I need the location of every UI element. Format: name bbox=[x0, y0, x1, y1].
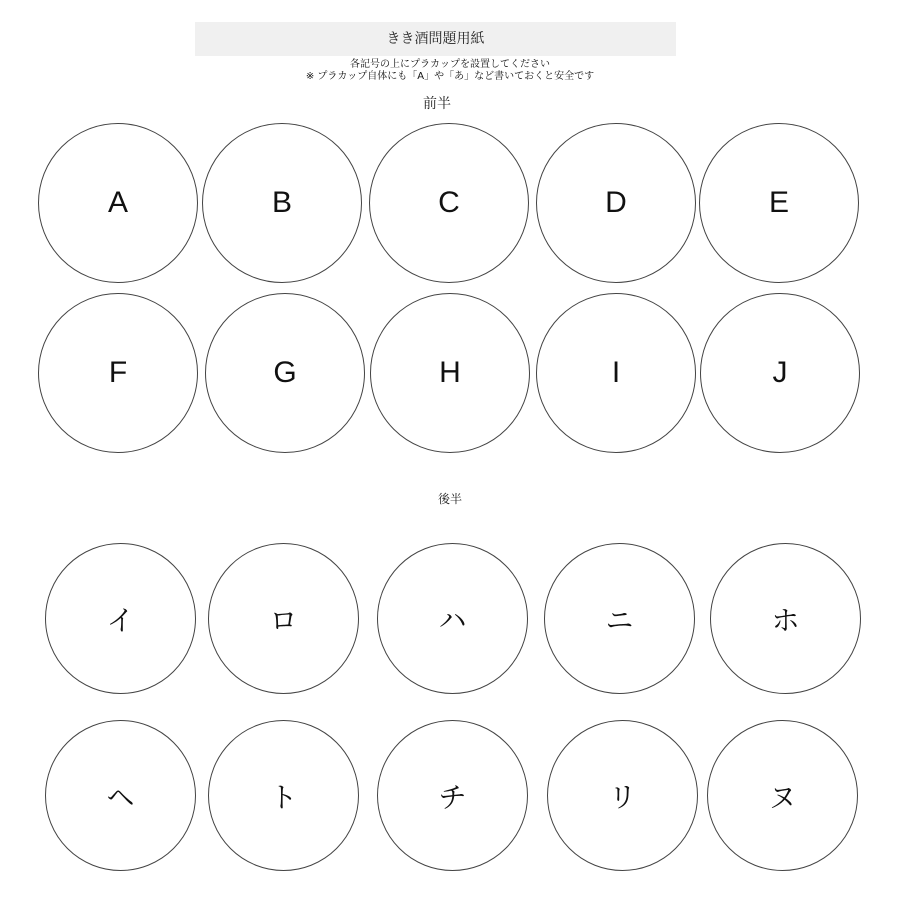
cup-circle-chi bbox=[377, 720, 528, 871]
cup-label-c: C bbox=[438, 186, 460, 219]
cup-circle-he bbox=[45, 720, 196, 871]
cup-label-he: ヘ bbox=[106, 780, 135, 814]
instruction-line-2: ※ プラカップ自体にも「A」や「あ」など書いておくと安全です bbox=[305, 71, 595, 82]
cup-circle-d bbox=[536, 123, 696, 283]
cup-circle-e bbox=[699, 123, 859, 283]
cup-label-ha: ハ bbox=[438, 603, 467, 637]
instructions bbox=[0, 59, 900, 83]
cup-label-i-kana: イ bbox=[106, 603, 135, 637]
cup-label-i: I bbox=[611, 356, 621, 389]
cup-label-ri: リ bbox=[608, 780, 637, 814]
cup-label-ho: ホ bbox=[771, 603, 800, 637]
cup-circle-g bbox=[205, 293, 365, 453]
cup-circle-ni bbox=[544, 543, 695, 694]
cup-circle-a bbox=[38, 123, 198, 283]
first-half-label: 前半 bbox=[423, 96, 451, 112]
cup-circle-ri bbox=[547, 720, 698, 871]
cup-label-a: A bbox=[107, 186, 128, 219]
cup-label-to: ト bbox=[269, 780, 298, 814]
cup-circle-h bbox=[370, 293, 530, 453]
cup-label-d: D bbox=[605, 186, 627, 219]
cup-label-f: F bbox=[108, 356, 128, 389]
cup-circle-ro bbox=[208, 543, 359, 694]
cup-circle-nu bbox=[707, 720, 858, 871]
sheet-title: きき酒問題用紙 bbox=[195, 22, 676, 56]
cup-label-g: G bbox=[273, 356, 297, 389]
cup-label-nu: ヌ bbox=[768, 780, 797, 814]
cup-circle-i-kana bbox=[45, 543, 196, 694]
cup-circle-ho bbox=[710, 543, 861, 694]
cup-circle-b bbox=[202, 123, 362, 283]
cup-label-e: E bbox=[768, 186, 789, 219]
cup-circle-to bbox=[208, 720, 359, 871]
cup-label-chi: チ bbox=[438, 780, 467, 814]
cup-label-ni: ニ bbox=[605, 603, 634, 637]
second-half-label: 後半 bbox=[437, 492, 462, 506]
cup-circle-ha bbox=[377, 543, 528, 694]
cup-circle-f bbox=[38, 293, 198, 453]
cup-label-b: B bbox=[271, 186, 292, 219]
cup-circle-j bbox=[700, 293, 860, 453]
cup-label-h: H bbox=[439, 356, 461, 389]
instruction-line-1: 各記号の上にプラカップを設置してください bbox=[350, 59, 550, 70]
cup-label-ro: ロ bbox=[269, 603, 298, 637]
cup-label-j: J bbox=[772, 356, 788, 389]
cup-circle-c bbox=[369, 123, 529, 283]
cup-circle-i bbox=[536, 293, 696, 453]
